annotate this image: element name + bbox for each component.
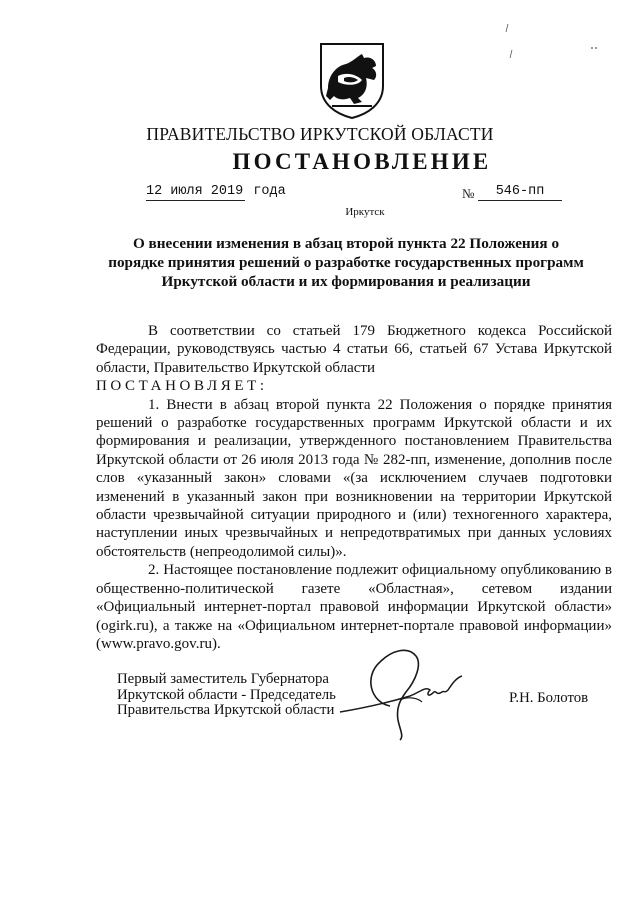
signatory-name: Р.Н. Болотов — [509, 690, 589, 706]
document-number: 546-пп — [478, 184, 562, 201]
city: Иркутск — [345, 206, 385, 218]
document-title: О внесении изменения в абзац второй пункта 22 Положения о порядке принятия решений о разработке государственных программ Иркутской области и их формирования и реализации — [108, 235, 584, 290]
number-sign: № — [462, 186, 475, 201]
date-line — [146, 184, 286, 201]
position-line-1: Первый заместитель Губернатора — [117, 671, 329, 687]
document-body — [96, 322, 612, 653]
signatory-position — [117, 672, 336, 719]
handwritten-signature — [330, 636, 480, 746]
document-type: ПОСТАНОВЛЕНИЕ — [232, 149, 492, 174]
item-1-paragraph: 1. Внести в абзац второй пункта 22 Положения о порядке принятия решений о разработке государственных программ Иркутской области и их формирования и реализации, утвержденного постановлением Правительства Иркутской области от 26 июля 2013 года № 282-пп, изменение, дополнив после слов «указанный закон» словами «(за исключением случаев подготовки изменений в указанный закон при возникновении на территории Иркутской области чрезвычайной ситуации природного и (или) техногенного характера, наступлении иных чрезвычайных и непредотвратимых при данных условиях обстоятельств (непреодолимой силы)». — [96, 396, 612, 560]
position-line-2: Иркутской области - Председатель — [117, 686, 336, 703]
document-date: 12 июля 2019 — [146, 184, 244, 199]
scan-specks — [490, 20, 610, 60]
government-name: ПРАВИТЕЛЬСТВО ИРКУТСКОЙ ОБЛАСТИ — [146, 124, 494, 144]
item-2-paragraph: 2. Настоящее постановление подлежит официальному опубликованию в общественно-политической газете «Областная», сетевом издании «Официальный интернет-портал правовой информации Иркутской области» (ogirk.ru), а также на «Официальном интернет-портале правовой информации» (www.pravo.gov.ru). — [96, 562, 612, 652]
position-line-3: Правительства Иркутской области — [117, 702, 335, 719]
coat-of-arms-icon — [318, 42, 386, 120]
resolves-heading: ПОСТАНОВЛЯЕТ: — [96, 378, 268, 395]
preamble-paragraph: В соответствии со статьей 179 Бюджетного кодекса Российской Федерации, руководствуясь частью 4 статьи 66, статьей 67 Устава Иркутской области, Правительство Иркутской области — [96, 323, 612, 376]
date-suffix: года — [253, 184, 286, 199]
